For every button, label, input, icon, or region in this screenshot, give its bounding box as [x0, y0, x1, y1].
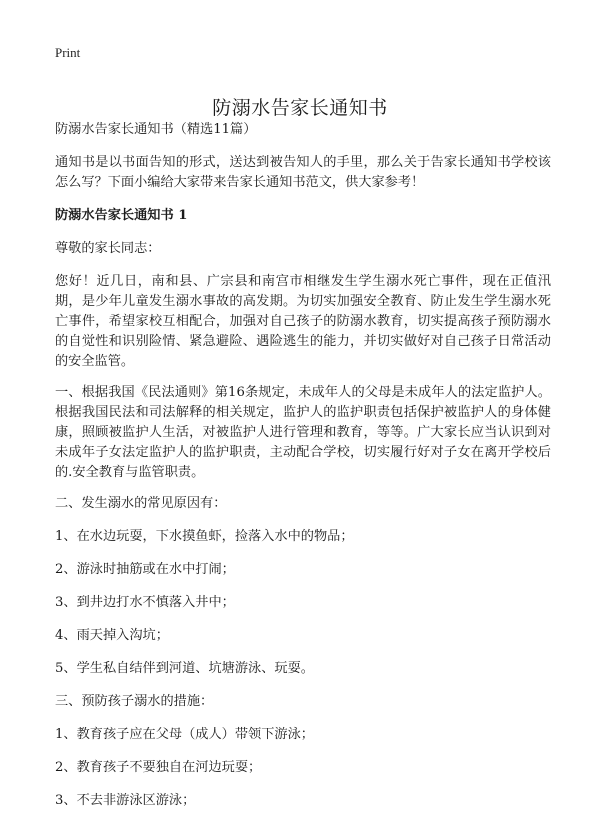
list-item: 3、到井边打水不慎落入井中；	[55, 595, 235, 610]
causes-heading: 二、发生溺水的常见原因有：	[55, 496, 227, 511]
section-heading: 防溺水告家长通知书 1	[55, 208, 188, 223]
list-item: 2、教育孩子不要独自在河边玩耍；	[55, 760, 262, 775]
list-item: 1、教育孩子应在父母（成人）带领下游泳；	[55, 727, 314, 742]
list-item: 1、在水边玩耍，下水摸鱼虾，捡落入水中的物品；	[55, 529, 354, 544]
list-item: 3、不去非游泳区游泳；	[55, 793, 196, 808]
body-paragraph: 您好！近几日，南和县、广宗县和南宫市相继发生学生溺水死亡事件，现在正值汛期，是少年儿童发生溺水事故的高发期。为切实加强安全教育、防止发生学生溺水死亡事件，希望家校互相配合，加强对自己孩子的防溺水教育，切实提高孩子预防溺水的自觉性和识别险情、紧急避险、遇险逃生的能力，并切实做好对自己孩子日常活动的安全监管。	[55, 274, 551, 369]
greeting: 尊敬的家长同志：	[55, 241, 161, 256]
list-item: 5、学生私自结伴到河道、坑塘游泳、玩耍。	[55, 661, 314, 676]
intro-paragraph: 通知书是以书面告知的形式，送达到被告知人的手里，那么关于告家长通知书学校该怎么写？下面小编给大家带来告家长通知书范文，供大家参考！	[55, 155, 551, 190]
document-body	[55, 120, 551, 824]
document-subtitle: 防溺水告家长通知书（精选11篇）	[55, 122, 257, 137]
list-item: 2、游泳时抽筋或在水中打闹；	[55, 562, 235, 577]
measures-heading: 三、预防孩子溺水的措施：	[55, 694, 214, 709]
causes-list	[55, 494, 551, 811]
print-label: Print	[55, 45, 81, 60]
body-paragraph: 一、根据我国《民法通则》第16条规定，未成年人的父母是未成年人的法定监护人。根据我国民法和司法解释的相关规定，监护人的监护职责包括保护被监护人的身体健康，照顾被监护人生活，对被监护人进行管理和教育，等等。广大家长应当认识到对未成年子女法定监护人的监护职责，主动配合学校，切实履行好对子女在离开学校后的.安全教育与监管职责。	[55, 385, 551, 480]
list-item: 4、雨天掉入沟坑；	[55, 628, 169, 643]
page-title: 防溺水告家长通知书	[212, 96, 388, 119]
